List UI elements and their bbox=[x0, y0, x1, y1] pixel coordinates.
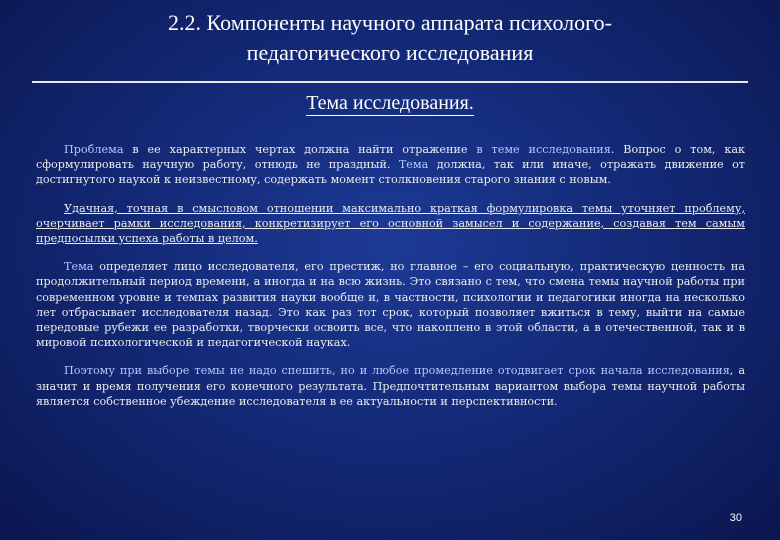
p4-text: , а значит и время получения его конечного результата. Предпочтительным вариантом выбора темы научной работы является собственное убеждение исследователя в ее актуальности и перспективности. bbox=[36, 364, 745, 408]
paragraph-1 bbox=[36, 142, 745, 188]
paragraph-4 bbox=[36, 363, 745, 409]
p1-term-theme: Тема bbox=[398, 158, 429, 172]
subtitle-text: Тема исследования. bbox=[306, 92, 474, 114]
p4-highlight: Поэтому при выборе темы не надо спешить, но и любое промедление отодвигает срок начала исследования bbox=[64, 364, 730, 378]
p3-term-theme: Тема bbox=[64, 260, 94, 274]
p1-term-topic: в теме исследования bbox=[476, 143, 611, 156]
slide-title-line-1: 2.2. Компоненты научного аппарата психолого- bbox=[168, 10, 612, 35]
p3-text: определяет лицо исследователя, его престиж, но главное – его социальную, практическую ценность на продолжительный период времени, а иногда и на всю жизнь. Это связано с тем, что смена темы научной работы при современном уровне и темпах развития науки вообще и, в частности, психологии и педагогики иногда на несколько лет отбрасывает исследователя назад. Это как раз тот срок, который позволяет вжиться в тему, выйти на самые передовые рубежи ее разработки, творчески освоить все, что накоплено в этой области, а в отечественной, так и в мировой психологической и педагогической науках. bbox=[36, 260, 745, 350]
p1-text-3: должна, так или иначе, отражать движение от достигнутого наукой к неизвестному, содержать момент столкновения старого знания с новым. bbox=[36, 158, 746, 187]
paragraph-3 bbox=[36, 259, 745, 350]
title-divider bbox=[32, 81, 748, 83]
page-number: 30 bbox=[729, 512, 742, 524]
p1-text-1: в ее характерных чертах должна найти отражение bbox=[123, 143, 477, 156]
slide-title bbox=[0, 8, 780, 68]
body-text bbox=[36, 142, 745, 422]
slide-subtitle bbox=[0, 90, 780, 116]
slide-title-line-2: педагогического исследования bbox=[246, 40, 534, 65]
p1-term-problem: Проблема bbox=[64, 143, 124, 156]
p1-text-2: . Вопрос о том, как сформулировать научную работу, отнюдь не праздный. bbox=[36, 143, 745, 172]
paragraph-2: Удачная, точная в смысловом отношении максимально краткая формулировка темы уточняет проблему, очерчивает рамки исследования, конкретизирует его основной замысел и содержание, создавая тем самым предпосылки успеха работы в целом. bbox=[36, 201, 745, 246]
